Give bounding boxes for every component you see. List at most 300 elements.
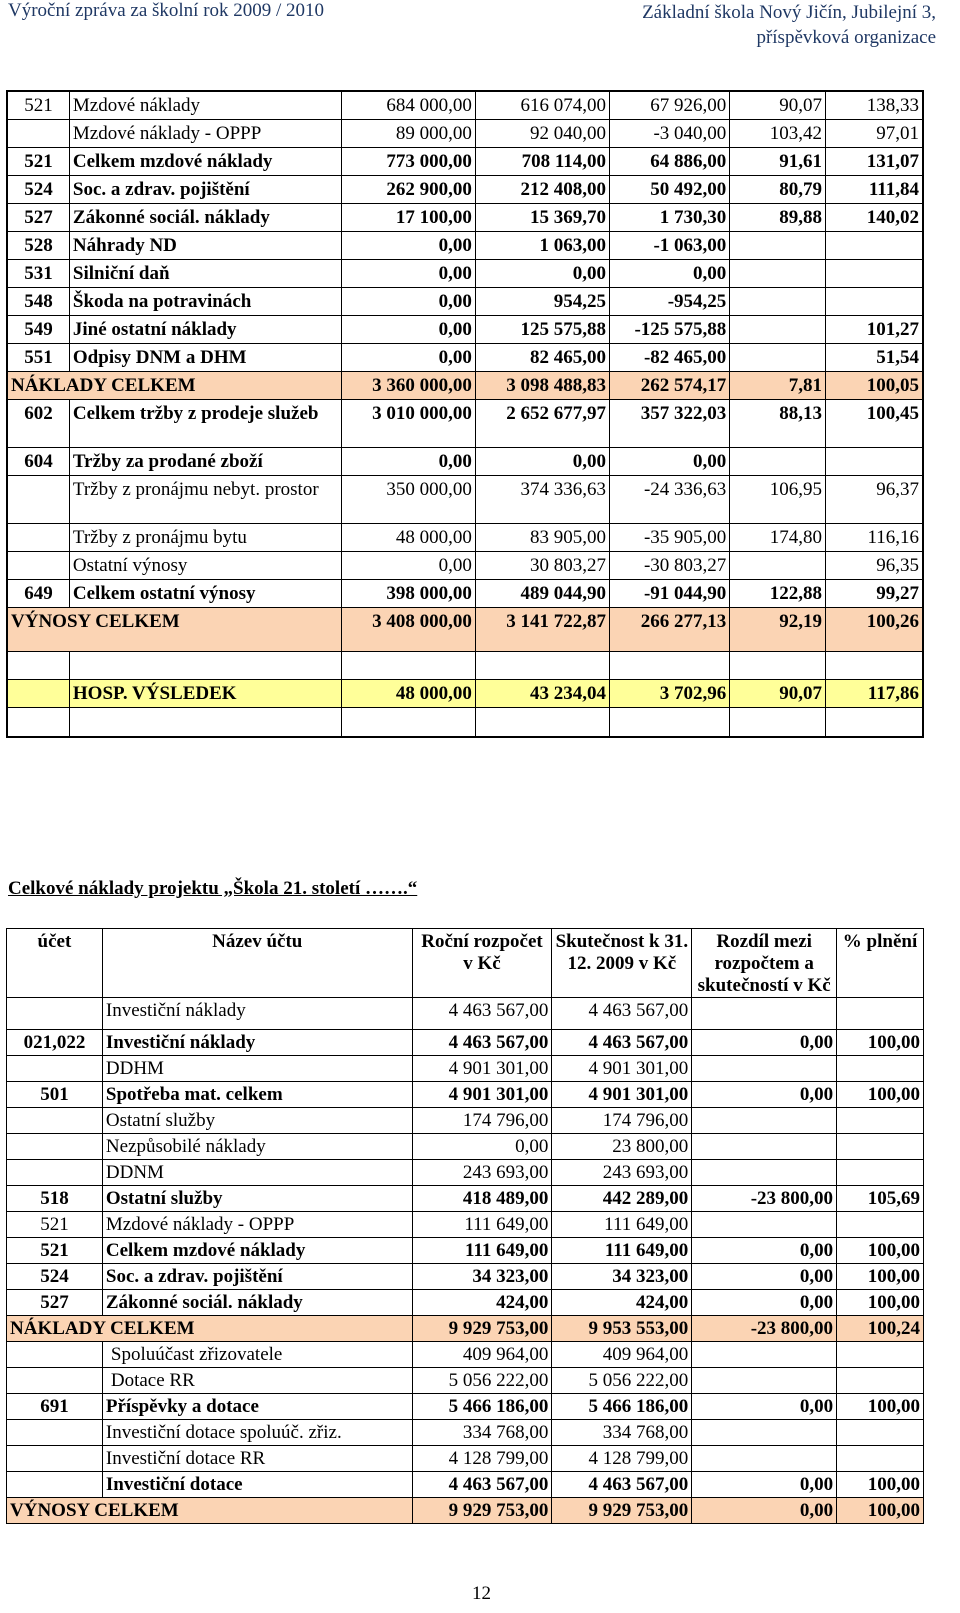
table-cell — [7, 998, 103, 1030]
table-cell: 0,00 — [692, 1082, 837, 1108]
table-cell: -3 040,00 — [610, 119, 730, 147]
table-cell: 100,00 — [837, 1264, 924, 1290]
table-cell: 48 000,00 — [341, 523, 475, 551]
table-cell: 3 702,96 — [610, 679, 730, 707]
table-cell: 5 466 186,00 — [412, 1394, 552, 1420]
table-cell: 7,81 — [730, 371, 826, 399]
table-cell — [825, 259, 923, 287]
table-cell: 528 — [7, 231, 69, 259]
table-cell: 23 800,00 — [552, 1134, 692, 1160]
table-row — [7, 1238, 924, 1264]
table-cell: 174 796,00 — [552, 1108, 692, 1134]
table-cell: 424,00 — [552, 1290, 692, 1316]
table-row — [7, 579, 923, 607]
table-cell: 708 114,00 — [475, 147, 609, 175]
table-cell: Zákonné sociál. náklady — [69, 203, 341, 231]
table-cell: DDHM — [102, 1056, 412, 1082]
table-cell: 5 056 222,00 — [552, 1368, 692, 1394]
table-cell — [730, 231, 826, 259]
table-cell: 111 649,00 — [412, 1212, 552, 1238]
table-cell: 117,86 — [825, 679, 923, 707]
table-cell — [69, 707, 341, 737]
table-cell: 549 — [7, 315, 69, 343]
page-number: 12 — [472, 1583, 491, 1604]
table-cell — [825, 651, 923, 679]
table-cell: 89 000,00 — [341, 119, 475, 147]
table-cell: 111,84 — [825, 175, 923, 203]
table-cell: 521 — [7, 91, 69, 119]
table-cell: Investiční dotace — [102, 1472, 412, 1498]
table-cell — [341, 651, 475, 679]
table-cell: 138,33 — [825, 91, 923, 119]
table-cell: 100,00 — [837, 1082, 924, 1108]
table-cell: 9 929 753,00 — [552, 1498, 692, 1524]
table-cell: Mzdové náklady - OPPP — [69, 119, 341, 147]
table-cell: 4 128 799,00 — [412, 1446, 552, 1472]
table-cell: 9 929 753,00 — [412, 1316, 552, 1342]
table-cell: 111 649,00 — [552, 1238, 692, 1264]
table-cell: Dotace RR — [102, 1368, 412, 1394]
table-cell: 0,00 — [341, 231, 475, 259]
naklady-celkem-row — [7, 371, 923, 399]
table-cell: -23 800,00 — [692, 1186, 837, 1212]
table-cell: 96,37 — [825, 475, 923, 523]
table-cell: 350 000,00 — [341, 475, 475, 523]
table-cell: Tržby z pronájmu nebyt. prostor — [69, 475, 341, 523]
table-cell: Celkem tržby z prodeje služeb — [69, 399, 341, 447]
table-cell: 0,00 — [475, 259, 609, 287]
table-cell: 501 — [7, 1082, 103, 1108]
table-cell — [692, 1160, 837, 1186]
table-cell: -23 800,00 — [692, 1316, 837, 1342]
table-cell: 90,07 — [730, 91, 826, 119]
table-row — [7, 1056, 924, 1082]
table-row — [7, 1186, 924, 1212]
table-cell: 67 926,00 — [610, 91, 730, 119]
table-cell — [7, 1420, 103, 1446]
table-cell — [730, 551, 826, 579]
table-cell: 100,00 — [837, 1238, 924, 1264]
table-cell: 4 901 301,00 — [412, 1082, 552, 1108]
table-cell: 34 323,00 — [412, 1264, 552, 1290]
table-cell — [341, 707, 475, 737]
table-cell: 116,16 — [825, 523, 923, 551]
table-cell: 0,00 — [341, 343, 475, 371]
table-cell: 0,00 — [412, 1134, 552, 1160]
table-cell: 174 796,00 — [412, 1108, 552, 1134]
table-cell — [7, 523, 69, 551]
table-cell: Mzdové náklady - OPPP — [102, 1212, 412, 1238]
table-cell: 548 — [7, 287, 69, 315]
table-row — [7, 1030, 924, 1056]
table-cell: 262 574,17 — [610, 371, 730, 399]
table-cell: 521 — [7, 1238, 103, 1264]
table-cell: Náhrady ND — [69, 231, 341, 259]
table-cell: Tržby z pronájmu bytu — [69, 523, 341, 551]
table-cell: 105,69 — [837, 1186, 924, 1212]
vynosy-celkem-row — [7, 607, 923, 651]
table-cell: Jiné ostatní náklady — [69, 315, 341, 343]
table-row — [7, 399, 923, 447]
table-row — [7, 551, 923, 579]
table-cell: 174,80 — [730, 523, 826, 551]
table-cell: 212 408,00 — [475, 175, 609, 203]
table-cell: 9 953 553,00 — [552, 1316, 692, 1342]
table-cell: 521 — [7, 1212, 103, 1238]
table-cell: 409 964,00 — [412, 1342, 552, 1368]
table-cell: 99,27 — [825, 579, 923, 607]
table-cell: 100,00 — [837, 1472, 924, 1498]
table-cell: 489 044,90 — [475, 579, 609, 607]
table-cell: 82 465,00 — [475, 343, 609, 371]
table-cell: Celkem ostatní výnosy — [69, 579, 341, 607]
table-cell: Spoluúčast zřizovatele — [102, 1342, 412, 1368]
table-cell: 691 — [7, 1394, 103, 1420]
table-cell: Investiční dotace spoluúč. zřiz. — [102, 1420, 412, 1446]
table-cell: 604 — [7, 447, 69, 475]
table-cell: 0,00 — [692, 1030, 837, 1056]
table-cell: 442 289,00 — [552, 1186, 692, 1212]
project-costs-table — [6, 928, 924, 1524]
table-cell — [837, 1446, 924, 1472]
table-row — [7, 119, 923, 147]
table-cell: Ostatní výnosy — [69, 551, 341, 579]
table-cell — [610, 651, 730, 679]
table-cell: 334 768,00 — [412, 1420, 552, 1446]
table-row — [7, 1264, 924, 1290]
table-cell: 103,42 — [730, 119, 826, 147]
table-row — [7, 1394, 924, 1420]
table-cell: 97,01 — [825, 119, 923, 147]
table-cell: 0,00 — [341, 315, 475, 343]
table-cell — [7, 679, 69, 707]
table-cell: 4 901 301,00 — [552, 1056, 692, 1082]
table-cell: 0,00 — [692, 1238, 837, 1264]
table-cell — [825, 447, 923, 475]
table-cell: 17 100,00 — [341, 203, 475, 231]
table-cell: 3 141 722,87 — [475, 607, 609, 651]
table-cell: 531 — [7, 259, 69, 287]
table-row — [7, 175, 923, 203]
table-cell: 83 905,00 — [475, 523, 609, 551]
table-cell: Ostatní služby — [102, 1186, 412, 1212]
table-cell: 50 492,00 — [610, 175, 730, 203]
table-cell: 131,07 — [825, 147, 923, 175]
table-cell: 100,00 — [837, 1394, 924, 1420]
table-cell: 100,00 — [837, 1498, 924, 1524]
table-cell: -1 063,00 — [610, 231, 730, 259]
header-school-line2: příspěvková organizace — [756, 27, 936, 48]
table-cell — [7, 475, 69, 523]
table-cell — [7, 1446, 103, 1472]
table-cell: Ostatní služby — [102, 1108, 412, 1134]
table-cell: 616 074,00 — [475, 91, 609, 119]
table-cell — [475, 707, 609, 737]
table-cell: 1 730,30 — [610, 203, 730, 231]
table-row — [7, 1212, 924, 1238]
table-cell — [837, 1368, 924, 1394]
table-cell: 0,00 — [610, 259, 730, 287]
table-cell: -35 905,00 — [610, 523, 730, 551]
table-cell — [7, 1108, 103, 1134]
table-cell: 15 369,70 — [475, 203, 609, 231]
table-cell: 4 463 567,00 — [412, 1472, 552, 1498]
table-cell: 43 234,04 — [475, 679, 609, 707]
table-cell: Příspěvky a dotace — [102, 1394, 412, 1420]
table-cell — [7, 119, 69, 147]
table-row — [7, 259, 923, 287]
table-cell: 125 575,88 — [475, 315, 609, 343]
budget-table — [6, 90, 924, 738]
table-cell: 4 463 567,00 — [552, 1472, 692, 1498]
header-school-line1: Základní škola Nový Jičín, Jubilejní 3, — [642, 2, 936, 23]
table-cell: 4 901 301,00 — [412, 1056, 552, 1082]
table-cell: 266 277,13 — [610, 607, 730, 651]
table-cell: 0,00 — [341, 259, 475, 287]
table-cell: 111 649,00 — [552, 1212, 692, 1238]
table-cell — [692, 1056, 837, 1082]
table-cell: Tržby za prodané zboží — [69, 447, 341, 475]
table-cell: -82 465,00 — [610, 343, 730, 371]
table-cell: 0,00 — [475, 447, 609, 475]
table-row — [7, 1446, 924, 1472]
vynosy-celkem-row — [7, 1498, 924, 1524]
table-cell: 602 — [7, 399, 69, 447]
table-cell: Soc. a zdrav. pojištění — [102, 1264, 412, 1290]
table-cell: 424,00 — [412, 1290, 552, 1316]
table-cell: 111 649,00 — [412, 1238, 552, 1264]
table-cell: 527 — [7, 203, 69, 231]
table-cell: 551 — [7, 343, 69, 371]
table-cell: 89,88 — [730, 203, 826, 231]
table-cell: 0,00 — [692, 1264, 837, 1290]
table-row — [7, 1108, 924, 1134]
table-cell — [692, 1342, 837, 1368]
table-cell: 101,27 — [825, 315, 923, 343]
table-cell: -125 575,88 — [610, 315, 730, 343]
table-cell: 140,02 — [825, 203, 923, 231]
table-cell: 0,00 — [610, 447, 730, 475]
table-cell — [7, 1134, 103, 1160]
table-cell: 106,95 — [730, 475, 826, 523]
table-cell — [730, 343, 826, 371]
table-cell: 243 693,00 — [412, 1160, 552, 1186]
table-cell — [475, 651, 609, 679]
table-row — [7, 1420, 924, 1446]
table-cell: -954,25 — [610, 287, 730, 315]
table-cell: 262 900,00 — [341, 175, 475, 203]
table-cell: 91,61 — [730, 147, 826, 175]
table-cell: -24 336,63 — [610, 475, 730, 523]
table-cell: 92 040,00 — [475, 119, 609, 147]
header-report-title: Výroční zpráva za školní rok 2009 / 2010 — [8, 0, 325, 21]
table-cell — [730, 259, 826, 287]
table-cell — [610, 707, 730, 737]
table-cell — [730, 651, 826, 679]
table-cell: Celkem mzdové náklady — [69, 147, 341, 175]
table-cell: 34 323,00 — [552, 1264, 692, 1290]
column-header: Rozdíl mezi rozpočtem a skutečností v Kč — [692, 929, 837, 998]
table-cell — [837, 1108, 924, 1134]
header-school-name — [642, 0, 936, 50]
table-cell — [825, 707, 923, 737]
table-cell: 51,54 — [825, 343, 923, 371]
table-cell: 0,00 — [341, 551, 475, 579]
table-cell — [730, 315, 826, 343]
table-header-row — [7, 929, 924, 998]
table-cell — [837, 1160, 924, 1186]
project-costs-title: Celkové náklady projektu „Škola 21. století …….“ — [8, 878, 418, 899]
table-cell: 100,45 — [825, 399, 923, 447]
column-header: Název účtu — [102, 929, 412, 998]
table-cell: NÁKLADY CELKEM — [7, 371, 341, 399]
table-cell — [692, 1212, 837, 1238]
table-cell — [825, 231, 923, 259]
table-cell: 100,05 — [825, 371, 923, 399]
table-cell — [730, 707, 826, 737]
table-row — [7, 315, 923, 343]
table-cell: 773 000,00 — [341, 147, 475, 175]
table-row — [7, 1290, 924, 1316]
table-row — [7, 1160, 924, 1186]
table-cell: 64 886,00 — [610, 147, 730, 175]
table-cell: HOSP. VÝSLEDEK — [69, 679, 341, 707]
table-row — [7, 1082, 924, 1108]
table-cell — [837, 1212, 924, 1238]
column-header: % plnění — [837, 929, 924, 998]
table-cell — [692, 1134, 837, 1160]
table-cell: 398 000,00 — [341, 579, 475, 607]
table-cell — [837, 1056, 924, 1082]
table-cell: -30 803,27 — [610, 551, 730, 579]
table-cell: 4 463 567,00 — [412, 998, 552, 1030]
table-cell: 90,07 — [730, 679, 826, 707]
empty-row — [7, 651, 923, 679]
table-cell: Zákonné sociál. náklady — [102, 1290, 412, 1316]
table-cell — [69, 651, 341, 679]
table-cell: 100,00 — [837, 1030, 924, 1056]
empty-row — [7, 707, 923, 737]
table-cell: 48 000,00 — [341, 679, 475, 707]
table-cell: 524 — [7, 1264, 103, 1290]
table-cell: 92,19 — [730, 607, 826, 651]
table-row — [7, 287, 923, 315]
table-cell: 4 463 567,00 — [552, 998, 692, 1030]
table-row — [7, 231, 923, 259]
table-cell: Investiční náklady — [102, 998, 412, 1030]
table-cell: Investiční náklady — [102, 1030, 412, 1056]
table-cell: 418 489,00 — [412, 1186, 552, 1212]
table-cell: VÝNOSY CELKEM — [7, 1498, 413, 1524]
table-cell: 334 768,00 — [552, 1420, 692, 1446]
table-cell: 3 098 488,83 — [475, 371, 609, 399]
table-cell: Nezpůsobilé náklady — [102, 1134, 412, 1160]
table-cell: 021,022 — [7, 1030, 103, 1056]
table-cell: 4 128 799,00 — [552, 1446, 692, 1472]
table-cell — [692, 1108, 837, 1134]
table-row — [7, 523, 923, 551]
table-cell: 684 000,00 — [341, 91, 475, 119]
table-cell — [730, 447, 826, 475]
table-cell: 521 — [7, 147, 69, 175]
table-cell — [692, 1446, 837, 1472]
table-cell: 518 — [7, 1186, 103, 1212]
table-cell: 3 408 000,00 — [341, 607, 475, 651]
table-cell — [7, 1342, 103, 1368]
table-cell: 524 — [7, 175, 69, 203]
table-cell: Mzdové náklady — [69, 91, 341, 119]
table-cell: 3 010 000,00 — [341, 399, 475, 447]
table-cell: 80,79 — [730, 175, 826, 203]
table-cell — [7, 651, 69, 679]
table-cell: 9 929 753,00 — [412, 1498, 552, 1524]
table-cell: 96,35 — [825, 551, 923, 579]
table-cell — [837, 998, 924, 1030]
table-cell — [837, 1134, 924, 1160]
hosp-vysledek-row — [7, 679, 923, 707]
table-cell — [730, 287, 826, 315]
column-header: Roční rozpočet v Kč — [412, 929, 552, 998]
table-cell — [7, 707, 69, 737]
table-cell: 954,25 — [475, 287, 609, 315]
table-cell: 100,00 — [837, 1290, 924, 1316]
table-row — [7, 1134, 924, 1160]
table-cell: Celkem mzdové náklady — [102, 1238, 412, 1264]
table-cell: Silniční daň — [69, 259, 341, 287]
table-cell: -91 044,90 — [610, 579, 730, 607]
table-cell: 0,00 — [692, 1472, 837, 1498]
table-cell: 4 901 301,00 — [552, 1082, 692, 1108]
table-cell — [7, 1472, 103, 1498]
table-cell: Spotřeba mat. celkem — [102, 1082, 412, 1108]
table-row — [7, 147, 923, 175]
table-cell: Odpisy DNM a DHM — [69, 343, 341, 371]
table-cell: 100,26 — [825, 607, 923, 651]
table-cell: 0,00 — [692, 1394, 837, 1420]
table-cell: 243 693,00 — [552, 1160, 692, 1186]
table-cell: 4 463 567,00 — [412, 1030, 552, 1056]
table-cell: 3 360 000,00 — [341, 371, 475, 399]
table-row — [7, 91, 923, 119]
table-cell: 30 803,27 — [475, 551, 609, 579]
table-row — [7, 343, 923, 371]
table-cell: 5 466 186,00 — [552, 1394, 692, 1420]
table-row — [7, 998, 924, 1030]
column-header: Skutečnost k 31. 12. 2009 v Kč — [552, 929, 692, 998]
table-cell: 1 063,00 — [475, 231, 609, 259]
table-row — [7, 447, 923, 475]
table-cell: 374 336,63 — [475, 475, 609, 523]
table-cell: 100,24 — [837, 1316, 924, 1342]
table-cell: 5 056 222,00 — [412, 1368, 552, 1394]
table-cell — [837, 1342, 924, 1368]
table-cell: NÁKLADY CELKEM — [7, 1316, 413, 1342]
table-row — [7, 203, 923, 231]
table-cell: 2 652 677,97 — [475, 399, 609, 447]
table-cell — [7, 551, 69, 579]
table-cell — [7, 1160, 103, 1186]
table-cell — [692, 1368, 837, 1394]
table-cell: 0,00 — [341, 447, 475, 475]
table-cell: DDNM — [102, 1160, 412, 1186]
table-cell: 649 — [7, 579, 69, 607]
table-cell: 357 322,03 — [610, 399, 730, 447]
column-header: účet — [7, 929, 103, 998]
table-cell: 409 964,00 — [552, 1342, 692, 1368]
table-cell: VÝNOSY CELKEM — [7, 607, 341, 651]
table-cell — [692, 998, 837, 1030]
table-row — [7, 475, 923, 523]
